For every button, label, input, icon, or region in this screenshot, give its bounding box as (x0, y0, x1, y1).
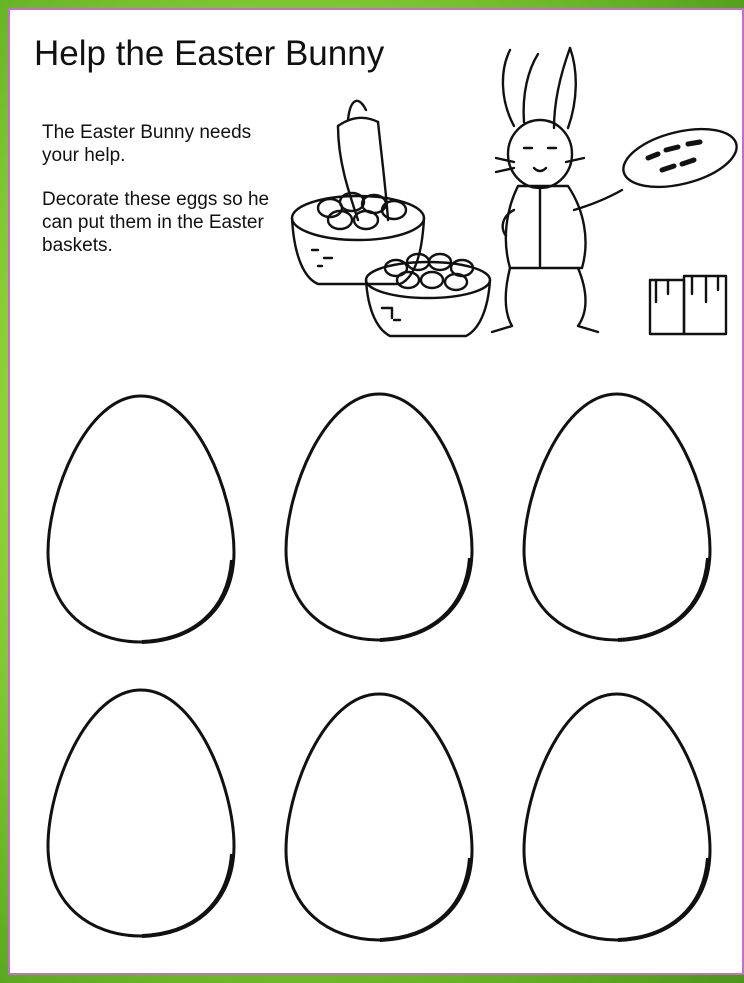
bunny-illustration (278, 30, 744, 350)
instruction-line-1: The Easter Bunny needs your help. (42, 122, 252, 166)
instruction-line-2: Decorate these eggs so he can put them in the Easter baskets. (42, 189, 270, 256)
paint-bucket-icon (650, 276, 726, 334)
egg-outline[interactable] (512, 682, 722, 952)
egg-outline[interactable] (36, 384, 246, 654)
egg-basket-icon (292, 101, 424, 284)
instructions (42, 121, 282, 278)
egg-outline[interactable] (36, 678, 246, 948)
page-title: Help the Easter Bunny (34, 34, 385, 73)
egg-outline[interactable] (512, 382, 722, 652)
egg-outline[interactable] (274, 682, 484, 952)
easter-bunny-painter-icon (492, 48, 622, 332)
egg-outline[interactable] (274, 382, 484, 652)
paint-palette-icon (617, 119, 742, 198)
egg-basket-icon (366, 254, 490, 336)
worksheet-page (8, 8, 744, 975)
